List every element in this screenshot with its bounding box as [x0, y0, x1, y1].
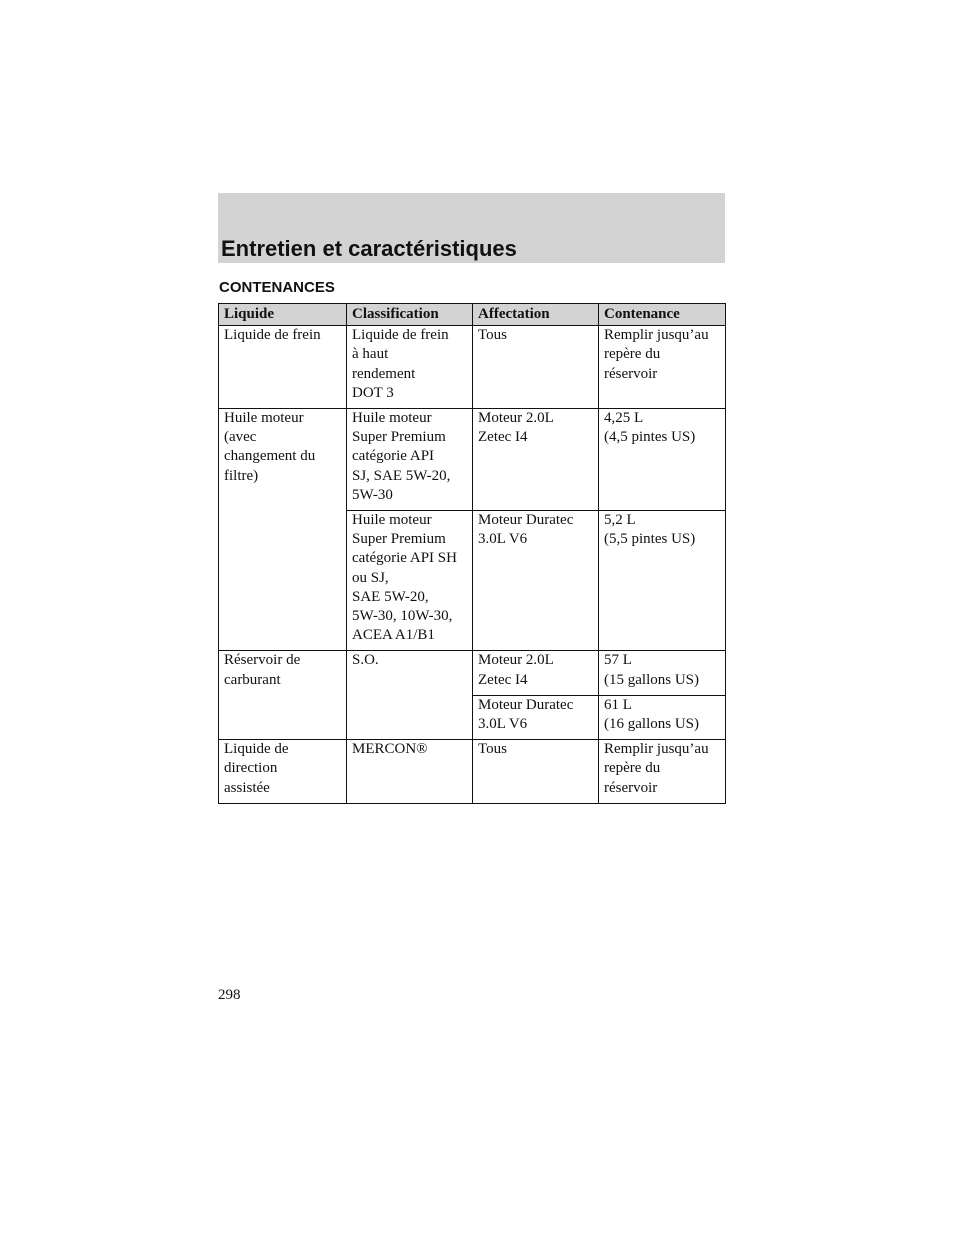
column-header-affectation: Affectation [473, 304, 599, 326]
subsection-title: CONTENANCES [219, 279, 335, 296]
cell-liquide: Huile moteur (avec changement du filtre) [219, 409, 347, 651]
cell-classification: S.O. [347, 651, 473, 740]
cell-affectation: Tous [473, 326, 599, 409]
cell-contenance: Remplir jusqu’au repère du réservoir [599, 740, 726, 804]
cell-classification: Huile moteur Super Premium catégorie API SJ, SAE 5W-20, 5W-30 [347, 409, 473, 511]
column-header-liquide: Liquide [219, 304, 347, 326]
section-title: Entretien et caractéristiques [221, 236, 517, 261]
capacities-table [218, 303, 726, 804]
cell-affectation: Tous [473, 740, 599, 804]
cell-liquide: Réservoir de carburant [219, 651, 347, 740]
table-row-fuel-tank-2l [219, 651, 726, 695]
cell-contenance: 61 L (16 gallons US) [599, 695, 726, 739]
column-header-contenance: Contenance [599, 304, 726, 326]
cell-contenance: 57 L (15 gallons US) [599, 651, 726, 695]
cell-contenance: 5,2 L (5,5 pintes US) [599, 511, 726, 651]
table-row-engine-oil-2l [219, 409, 726, 511]
page-number: 298 [218, 987, 241, 1003]
cell-classification: Liquide de frein à haut rendement DOT 3 [347, 326, 473, 409]
cell-affectation: Moteur Duratec 3.0L V6 [473, 511, 599, 651]
table-row-brake-fluid [219, 326, 726, 409]
cell-classification: Huile moteur Super Premium catégorie API SH ou SJ, SAE 5W-20, 5W-30, 10W-30, ACEA A1/B1 [347, 511, 473, 651]
cell-classification: MERCON® [347, 740, 473, 804]
cell-contenance: 4,25 L (4,5 pintes US) [599, 409, 726, 511]
table-row-power-steering [219, 740, 726, 804]
cell-affectation: Moteur 2.0L Zetec I4 [473, 651, 599, 695]
cell-liquide: Liquide de frein [219, 326, 347, 409]
table-header-row [219, 304, 726, 326]
cell-affectation: Moteur Duratec 3.0L V6 [473, 695, 599, 739]
cell-affectation: Moteur 2.0L Zetec I4 [473, 409, 599, 511]
column-header-classification: Classification [347, 304, 473, 326]
cell-liquide: Liquide de direction assistée [219, 740, 347, 804]
cell-contenance: Remplir jusqu’au repère du réservoir [599, 326, 726, 409]
